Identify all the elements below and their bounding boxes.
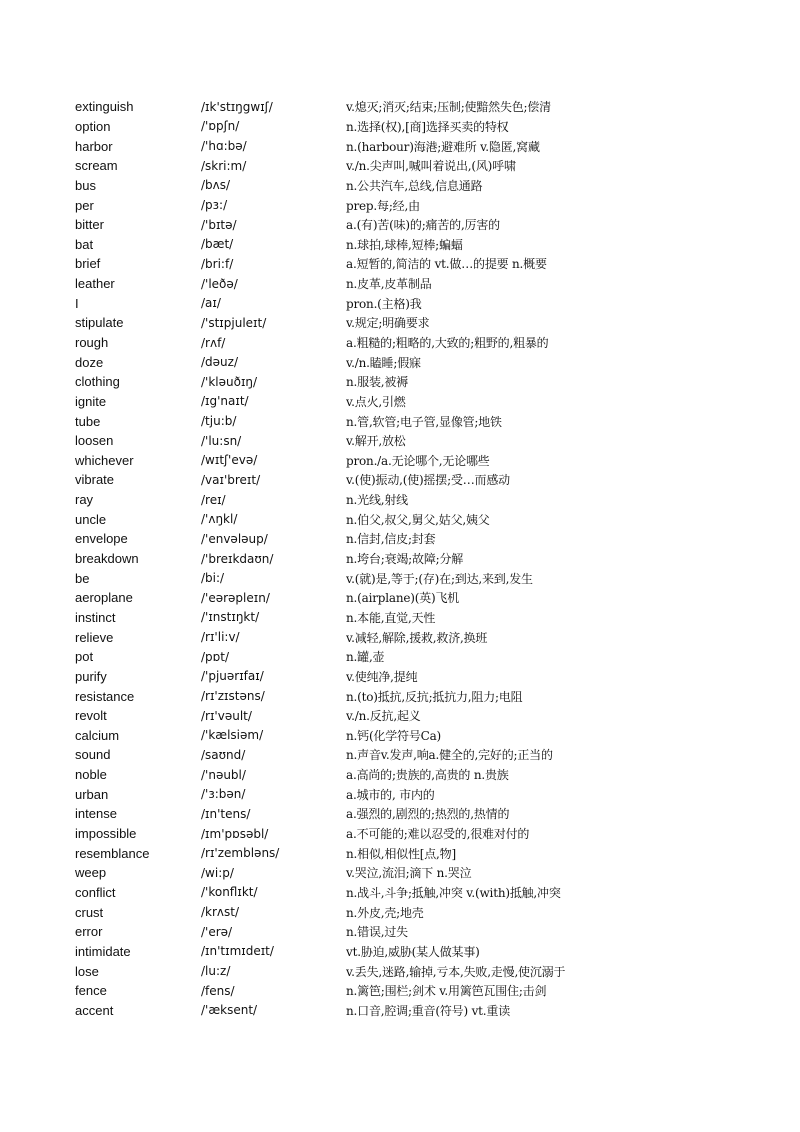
vocab-row xyxy=(75,863,775,883)
vocab-definition: n.钙(化学符号Ca) xyxy=(346,728,442,743)
vocab-definition: n.信封,信皮;封套 xyxy=(346,532,436,547)
vocab-phonetic: /dəuz/ xyxy=(201,355,238,370)
vocab-word: pot xyxy=(75,649,94,665)
vocab-phonetic: /'leðə/ xyxy=(201,276,238,291)
vocab-word: revolt xyxy=(75,708,107,724)
vocab-row xyxy=(75,352,775,372)
vocab-row xyxy=(75,176,775,196)
vocab-row xyxy=(75,509,775,529)
vocab-definition: v.(使)振动,(使)摇摆;受…而感动 xyxy=(346,473,510,488)
vocab-phonetic: /ɪm'pɒsəbl/ xyxy=(201,826,269,841)
vocab-definition: n.口音,腔调;重音(符号) vt.重读 xyxy=(346,1003,510,1018)
vocab-phonetic: /'nəubl/ xyxy=(201,767,246,782)
vocab-phonetic: /krʌst/ xyxy=(201,905,240,920)
vocab-phonetic: /wi:p/ xyxy=(201,865,234,880)
vocab-word: breakdown xyxy=(75,551,139,567)
vocab-definition: vt.胁迫,威胁(某人做某事) xyxy=(346,944,480,959)
vocab-word: intimidate xyxy=(75,943,131,959)
vocab-phonetic: /'pjuərɪfaɪ/ xyxy=(201,669,264,684)
vocab-word: doze xyxy=(75,354,104,370)
vocab-definition: n.相似,相似性[点,物] xyxy=(346,846,456,861)
vocab-row xyxy=(75,647,775,667)
vocab-word: brief xyxy=(75,256,101,272)
vocab-row xyxy=(75,804,775,824)
vocab-row xyxy=(75,765,775,785)
vocab-definition: n.(to)抵抗,反抗;抵抗力,阻力;电阻 xyxy=(346,689,523,704)
vocab-word: per xyxy=(75,197,94,213)
vocab-phonetic: /'konflɪkt/ xyxy=(201,885,258,900)
vocab-definition: n.外皮,壳;地壳 xyxy=(346,905,424,920)
vocab-definition: v.哭泣,流泪;滴下 n.哭泣 xyxy=(346,866,472,881)
vocab-definition: v.熄灭;消灭;结束;压制;使黯然失色;偿清 xyxy=(346,100,551,115)
vocab-phonetic: /rɪ'vəult/ xyxy=(201,708,252,723)
vocab-row xyxy=(75,726,775,746)
vocab-definition: n.选择(权),[商]选择买卖的特权 xyxy=(346,119,509,134)
vocab-word: accent xyxy=(75,1002,114,1018)
vocab-row xyxy=(75,942,775,962)
vocab-phonetic: /fens/ xyxy=(201,983,235,998)
vocab-word: scream xyxy=(75,158,118,174)
vocab-phonetic: /skri:m/ xyxy=(201,158,247,173)
vocab-word: weep xyxy=(75,865,107,881)
vocab-phonetic: /lu:z/ xyxy=(201,964,231,978)
vocab-phonetic: /ɪn'tens/ xyxy=(201,806,251,821)
vocab-word: extinguish xyxy=(75,99,134,115)
vocab-phonetic: /bæt/ xyxy=(201,237,234,252)
vocab-row xyxy=(75,627,775,647)
vocab-definition: v.解开,放松 xyxy=(346,434,406,449)
vocab-row xyxy=(75,784,775,804)
vocab-phonetic: /pɜ:/ xyxy=(201,198,228,213)
vocab-definition: v./n.瞌睡;假寐 xyxy=(346,355,421,370)
vocab-row xyxy=(75,824,775,844)
vocab-word: calcium xyxy=(75,727,120,743)
vocab-definition: v./n.尖声叫,喊叫着说出,(风)呼啸 xyxy=(346,159,516,174)
vocab-phonetic: /rɪ'zɪstəns/ xyxy=(201,689,265,704)
vocab-word: fence xyxy=(75,983,107,999)
vocab-row xyxy=(75,431,775,451)
vocab-definition: a.短暂的,简洁的 vt.做…的提要 n.概要 xyxy=(346,257,547,272)
vocab-word: crust xyxy=(75,904,104,920)
vocab-definition: n.服装,被褥 xyxy=(346,375,408,390)
vocab-word: relieve xyxy=(75,629,114,645)
vocab-row xyxy=(75,686,775,706)
vocab-row xyxy=(75,136,775,156)
vocab-phonetic: /'ɪnstɪŋkt/ xyxy=(201,610,260,625)
vocab-phonetic: /aɪ/ xyxy=(201,296,221,311)
vocab-phonetic: /saʊnd/ xyxy=(201,747,246,762)
vocab-row xyxy=(75,470,775,490)
vocab-phonetic: /'envələup/ xyxy=(201,531,268,546)
vocab-definition: n.本能,直觉,天性 xyxy=(346,610,436,625)
vocab-row xyxy=(75,215,775,235)
vocab-word: intense xyxy=(75,806,117,822)
vocab-phonetic: /ɪk'stɪŋgwɪʃ/ xyxy=(201,99,273,114)
vocab-phonetic: /'kləuðɪŋ/ xyxy=(201,374,258,389)
vocab-row xyxy=(75,490,775,510)
vocab-word: tube xyxy=(75,413,101,429)
vocab-phonetic: /tju:b/ xyxy=(201,414,237,429)
vocab-word: conflict xyxy=(75,884,116,900)
vocab-definition: n.皮革,皮革制品 xyxy=(346,277,432,292)
vocab-word: impossible xyxy=(75,826,137,842)
vocab-word: stipulate xyxy=(75,315,124,331)
vocab-row xyxy=(75,608,775,628)
vocab-word: envelope xyxy=(75,531,128,547)
vocab-definition: a.强烈的,剧烈的;热烈的,热情的 xyxy=(346,807,510,822)
vocab-word: harbor xyxy=(75,138,113,154)
vocab-definition: v.减轻,解除,援救,救济,换班 xyxy=(346,630,488,645)
vocab-phonetic: /'ɜ:bən/ xyxy=(201,787,246,802)
vocab-definition: n.管,软管;电子管,显像管;地铁 xyxy=(346,414,502,429)
vocabulary-list xyxy=(75,97,775,1020)
vocab-word: loosen xyxy=(75,433,114,449)
vocab-phonetic: /'breɪkdaʊn/ xyxy=(201,551,274,566)
vocab-phonetic: /rɪ'zembləns/ xyxy=(201,846,280,861)
vocab-definition: n.公共汽车,总线,信息通路 xyxy=(346,178,483,193)
vocab-phonetic: /vaɪ'breɪt/ xyxy=(201,472,261,487)
vocab-word: be xyxy=(75,570,90,586)
vocab-phonetic: /'hɑ:bə/ xyxy=(201,139,247,154)
vocab-word: uncle xyxy=(75,511,107,527)
vocab-phonetic: /'æksent/ xyxy=(201,1003,258,1018)
vocab-definition: v.使纯净,提纯 xyxy=(346,669,418,684)
vocab-phonetic: /rʌf/ xyxy=(201,335,226,350)
vocab-row xyxy=(75,588,775,608)
vocab-row xyxy=(75,667,775,687)
vocab-phonetic: /'ɒpʃn/ xyxy=(201,119,240,134)
vocab-row xyxy=(75,883,775,903)
vocab-row xyxy=(75,981,775,1001)
vocab-row xyxy=(75,313,775,333)
vocab-word: vibrate xyxy=(75,472,115,488)
vocab-definition: v.规定;明确要求 xyxy=(346,316,430,331)
vocab-row xyxy=(75,745,775,765)
vocab-row xyxy=(75,254,775,274)
vocab-word: clothing xyxy=(75,374,120,390)
vocab-definition: a.粗糙的;粗略的,大致的;粗野的,粗暴的 xyxy=(346,336,549,350)
vocab-row xyxy=(75,568,775,588)
vocab-row xyxy=(75,1000,775,1020)
vocab-word: whichever xyxy=(75,452,134,468)
vocab-definition: n.错误,过失 xyxy=(346,925,408,940)
vocab-word: sound xyxy=(75,747,111,763)
vocab-row xyxy=(75,902,775,922)
vocab-definition: pron.(主格)我 xyxy=(346,296,422,311)
vocab-definition: n.光线,射线 xyxy=(346,493,408,508)
vocab-definition: v./n.反抗,起义 xyxy=(346,709,421,724)
vocab-row xyxy=(75,922,775,942)
vocab-word: I xyxy=(75,295,79,311)
vocab-row xyxy=(75,274,775,294)
vocab-row xyxy=(75,97,775,117)
vocab-row xyxy=(75,234,775,254)
vocab-phonetic: /ɪn'tɪmɪdeɪt/ xyxy=(201,944,274,959)
vocab-definition: n.伯父,叔父,舅父,姑父,姨父 xyxy=(346,512,490,527)
vocab-phonetic: /'ʌŋkl/ xyxy=(201,512,238,527)
vocab-definition: n.(harbour)海港;避难所 v.隐匿,窝藏 xyxy=(346,139,540,154)
vocab-phonetic: /'stɪpjuleɪt/ xyxy=(201,315,267,330)
vocab-definition: n.球拍,球棒,短棒;蝙蝠 xyxy=(346,237,463,252)
vocab-word: instinct xyxy=(75,609,116,625)
vocab-word: bus xyxy=(75,177,96,193)
vocab-phonetic: /'erə/ xyxy=(201,924,233,939)
vocab-phonetic: /ɪg'naɪt/ xyxy=(201,394,249,409)
vocab-row xyxy=(75,843,775,863)
vocab-word: ray xyxy=(75,492,94,508)
vocab-phonetic: /'lu:sn/ xyxy=(201,433,242,448)
vocab-phonetic: /wɪtʃ'evə/ xyxy=(201,453,258,468)
vocab-row xyxy=(75,961,775,981)
vocab-definition: prep.每;经,由 xyxy=(346,198,420,213)
vocab-definition: n.罐,壶 xyxy=(346,650,385,665)
vocab-word: bat xyxy=(75,236,94,252)
vocab-word: resemblance xyxy=(75,845,150,861)
vocab-row xyxy=(75,706,775,726)
vocab-phonetic: /'bɪtə/ xyxy=(201,217,237,232)
vocab-word: rough xyxy=(75,335,109,350)
vocab-word: error xyxy=(75,924,103,940)
vocab-definition: n.垮台;衰竭;故障;分解 xyxy=(346,552,464,567)
vocab-phonetic: /bi:/ xyxy=(201,571,225,586)
vocab-word: purify xyxy=(75,668,107,684)
vocab-phonetic: /reɪ/ xyxy=(201,492,226,507)
vocab-row xyxy=(75,333,775,353)
vocab-phonetic: /'kælsiəm/ xyxy=(201,728,264,743)
vocab-definition: n.声音v.发声,响a.健全的,完好的;正当的 xyxy=(346,748,553,763)
vocab-definition: a.(有)苦(味)的;痛苦的,厉害的 xyxy=(346,218,500,233)
vocab-phonetic: /bʌs/ xyxy=(201,178,231,193)
vocab-definition: a.城市的, 市内的 xyxy=(346,787,435,802)
vocab-word: lose xyxy=(75,963,99,979)
vocab-phonetic: /rɪ'li:v/ xyxy=(201,630,240,645)
vocab-word: bitter xyxy=(75,217,104,233)
vocab-row xyxy=(75,156,775,176)
vocab-phonetic: /pɒt/ xyxy=(201,649,230,664)
vocab-word: aeroplane xyxy=(75,590,133,606)
vocab-row xyxy=(75,117,775,137)
vocab-phonetic: /'eərəpleɪn/ xyxy=(201,590,270,605)
vocab-row xyxy=(75,372,775,392)
vocab-row xyxy=(75,529,775,549)
vocab-word: urban xyxy=(75,786,109,802)
vocab-definition: a.不可能的;难以忍受的,很难对付的 xyxy=(346,827,530,842)
vocab-definition: n.战斗,斗争;抵触,冲突 v.(with)抵触,冲突 xyxy=(346,885,561,900)
vocab-row xyxy=(75,549,775,569)
vocab-definition: pron./a.无论哪个,无论哪些 xyxy=(346,453,490,468)
vocab-definition: v.(就)是,等于;(存)在;到达,来到,发生 xyxy=(346,571,533,586)
vocab-word: ignite xyxy=(75,393,107,409)
vocab-word: option xyxy=(75,118,111,134)
vocab-word: resistance xyxy=(75,688,135,704)
vocab-word: noble xyxy=(75,767,107,783)
vocab-row xyxy=(75,392,775,412)
vocab-row xyxy=(75,195,775,215)
vocab-definition: n.(airplane)(英)飞机 xyxy=(346,591,460,606)
vocab-row xyxy=(75,293,775,313)
vocab-definition: n.篱笆;围栏;剑术 v.用篱笆瓦围住;击剑 xyxy=(346,984,547,999)
vocab-row xyxy=(75,411,775,431)
vocab-phonetic: /bri:f/ xyxy=(201,256,234,271)
vocab-definition: a.高尚的;贵族的,高贵的 n.贵族 xyxy=(346,768,509,783)
vocab-definition: v.丢失,迷路,输掉,亏本,失败,走慢,使沉溺于 xyxy=(346,964,566,979)
vocab-definition: v.点火,引燃 xyxy=(346,394,406,409)
vocab-word: leather xyxy=(75,276,115,292)
vocab-row xyxy=(75,451,775,471)
